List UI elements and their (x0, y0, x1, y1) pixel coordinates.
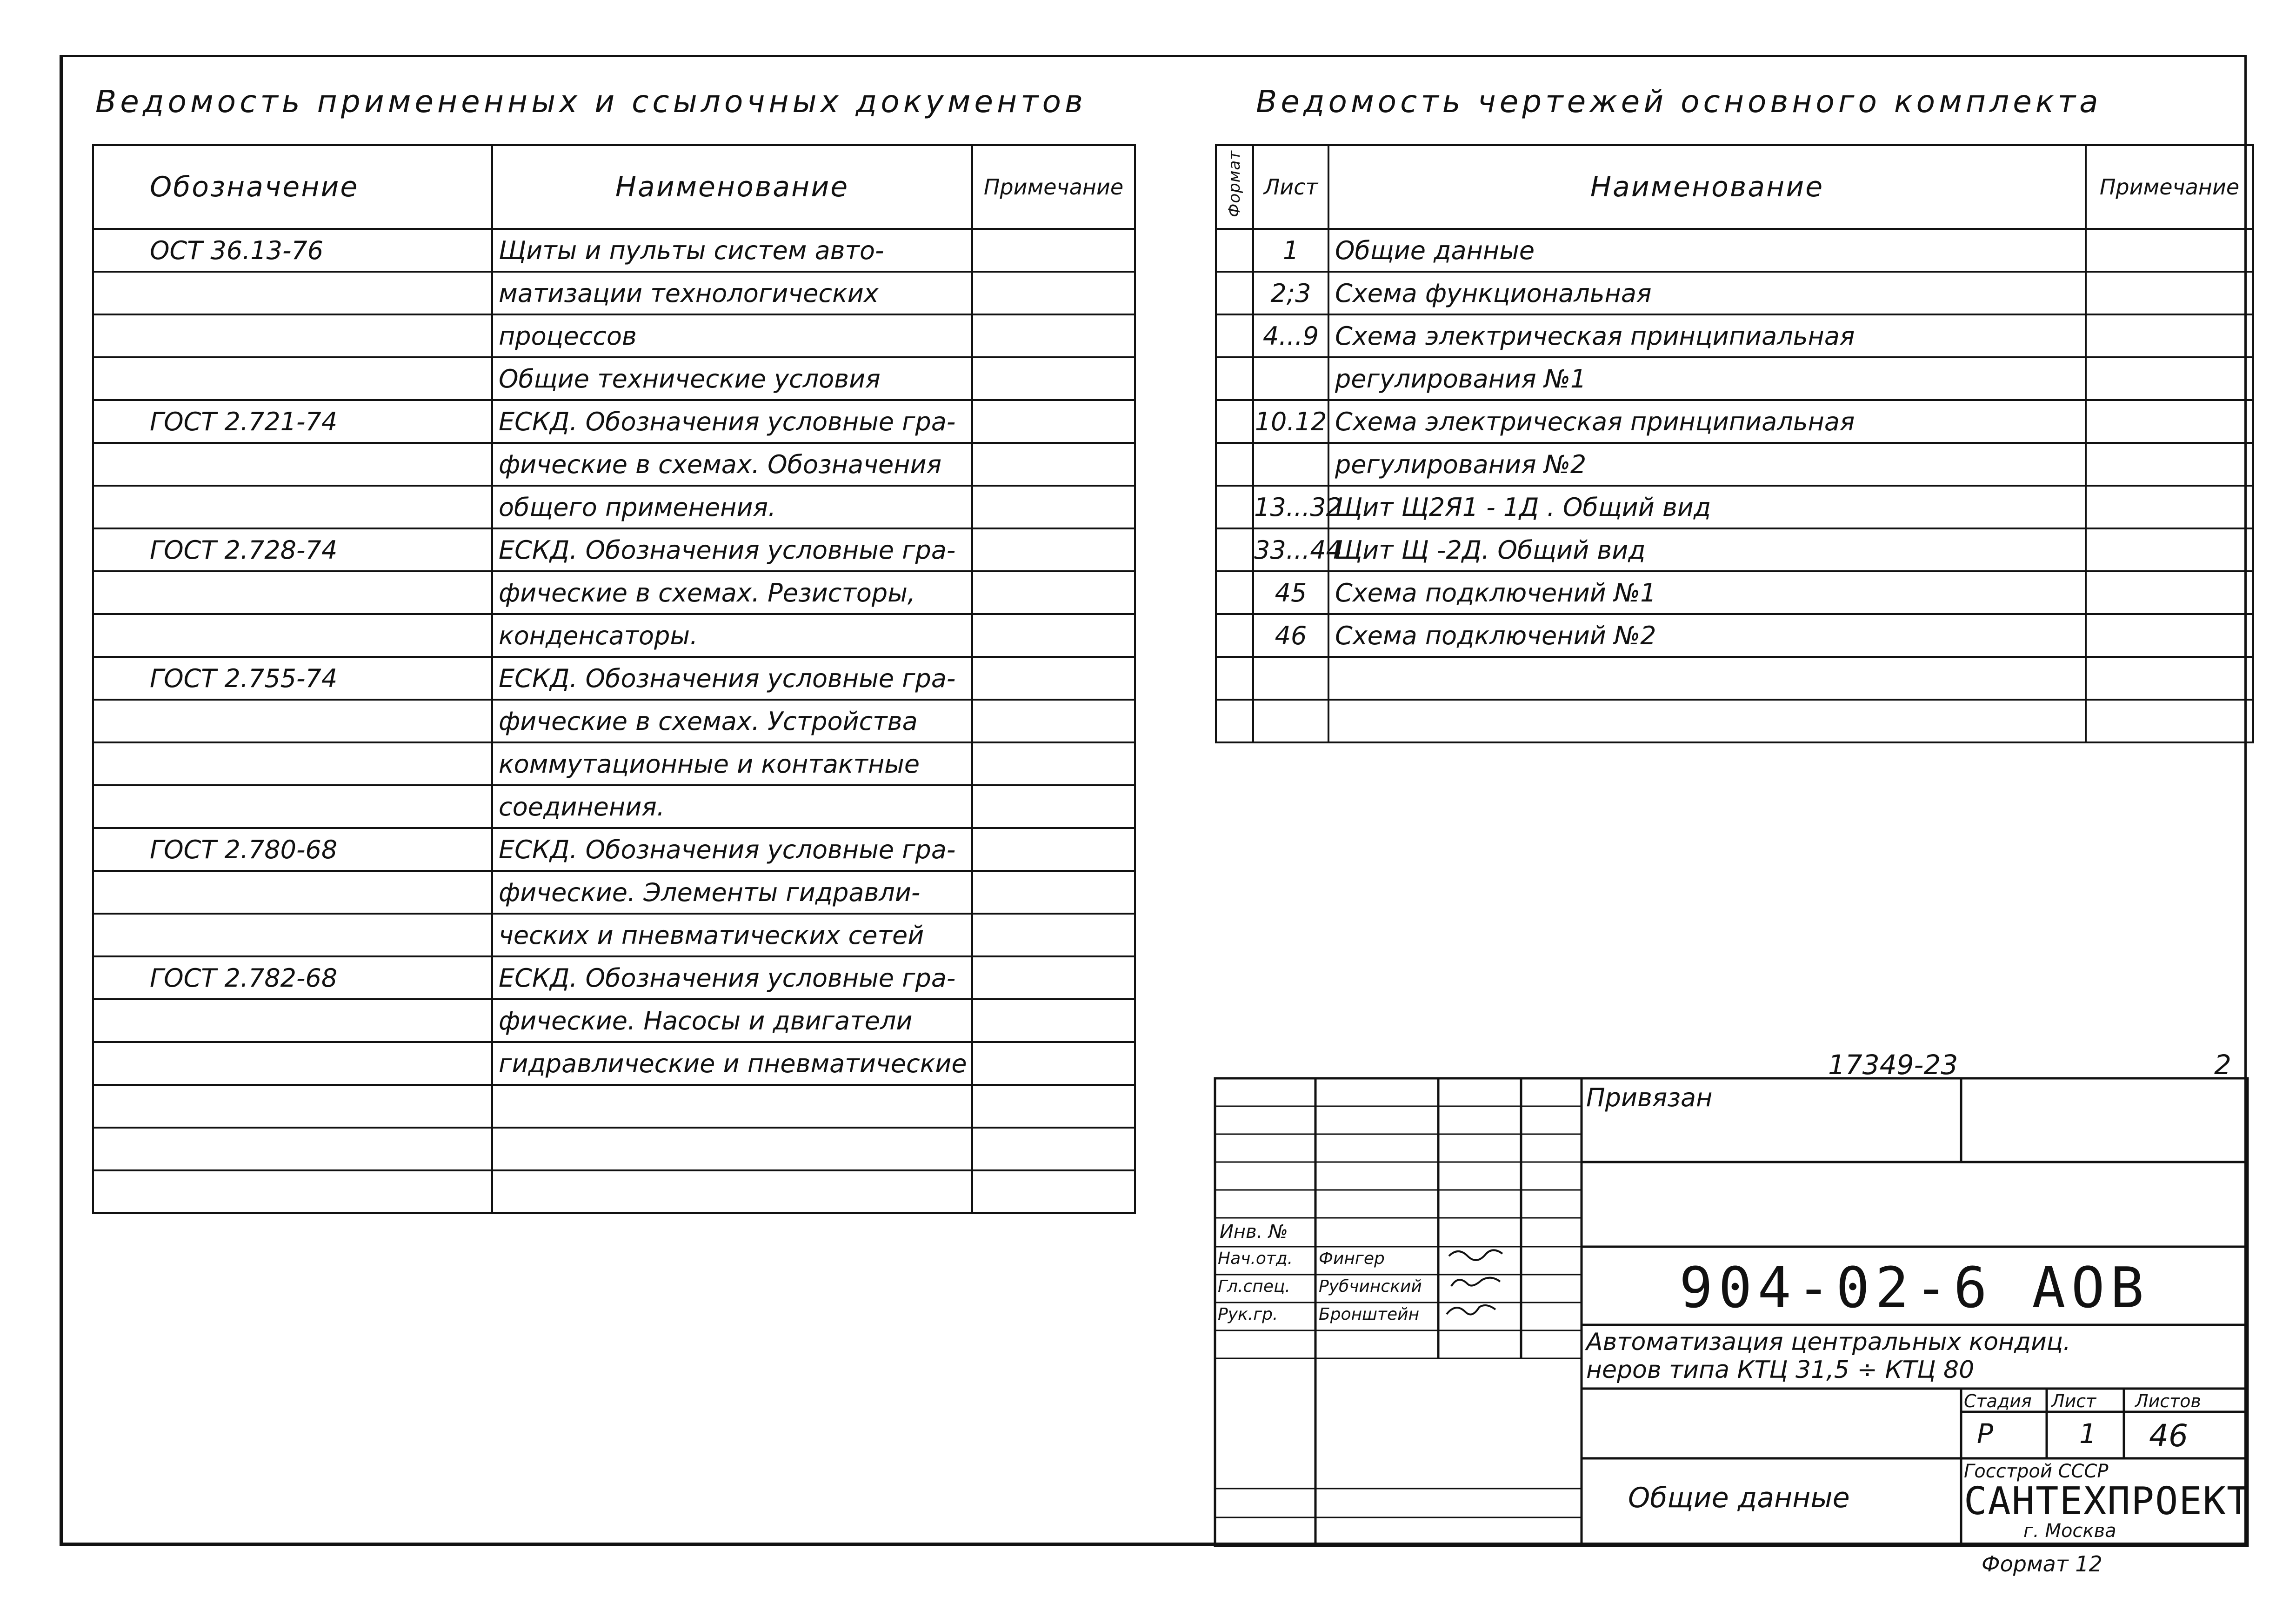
column-header-name: Наименование (1328, 145, 2086, 229)
left-register-title: Ведомость примененных и ссылочных документов (95, 84, 1087, 120)
row-name: ческих и пневматических сетей (492, 914, 972, 956)
signature-name-3: Бронштейн (1319, 1305, 1420, 1324)
signature-name-1: Фингер (1319, 1249, 1385, 1268)
row-name: фические. Элементы гидравли- (492, 871, 972, 914)
sheet-value: 1 (2079, 1418, 2096, 1450)
row-name: ЕСКД. Обозначения условные гра- (492, 528, 972, 571)
column-header-sheet: Лист (1253, 145, 1328, 229)
signature-name-2: Рубчинский (1319, 1277, 1422, 1296)
signature-role-3: Рук.гр. (1218, 1305, 1278, 1324)
column-header-note: Примечание (972, 145, 1135, 229)
stage-value: Р (1977, 1418, 1993, 1450)
page-number: 2 (2214, 1049, 2231, 1081)
row-name: ЕСКД. Обозначения условные гра- (492, 400, 972, 443)
right-register-title: Ведомость чертежей основного комплекта (1256, 84, 2102, 120)
row-name: фические в схемах. Устройства (492, 700, 972, 742)
row-sheet: 33...44 (1253, 528, 1328, 571)
column-header-note: Примечание (2086, 145, 2253, 229)
row-sheet: 4...9 (1253, 314, 1328, 357)
signature-role-2: Гл.спец. (1218, 1277, 1290, 1296)
row-name: общего применения. (492, 486, 972, 528)
row-sheet: 46 (1253, 614, 1328, 657)
project-title-line-2: неров типа КТЦ 31,5 ÷ КТЦ 80 (1586, 1356, 1975, 1384)
row-name: гидравлические и пневматические (492, 1042, 972, 1085)
row-sheet: 1 (1253, 229, 1328, 272)
row-name: Схема подключений №1 (1328, 571, 2086, 614)
row-name: фические в схемах. Обозначения (492, 443, 972, 486)
format-note: Формат 12 (1982, 1551, 2102, 1577)
row-name: регулирования №2 (1328, 443, 2086, 486)
row-name: процессов (492, 314, 972, 357)
row-name: Щиты и пульты систем авто- (492, 229, 972, 272)
inventory-code: 17349-23 (1828, 1049, 1958, 1081)
row-name: фические. Насосы и двигатели (492, 999, 972, 1042)
signature-role-1: Нач.отд. (1218, 1249, 1293, 1268)
row-name: матизации технологических (492, 272, 972, 314)
row-designation: ОСТ 36.13-76 (93, 229, 492, 272)
row-name: Схема функциональная (1328, 272, 2086, 314)
attached-label: Привязан (1586, 1083, 1713, 1112)
signature-marks (1447, 1250, 1502, 1315)
row-designation: ГОСТ 2.782-68 (93, 956, 492, 999)
document-code: 904-02-6 АОВ (1679, 1256, 2149, 1321)
row-name: Схема электрическая принципиальная (1328, 400, 2086, 443)
row-name: Щит Щ2Я1 - 1Д . Общий вид (1328, 486, 2086, 528)
organization-name: САНТЕХПРОЕКТ (1964, 1479, 2251, 1523)
column-header-format: Формат (1216, 145, 1253, 229)
row-name: Общие данные (1328, 229, 2086, 272)
column-header-designation: Обозначение (93, 145, 492, 229)
row-name: Щит Щ -2Д. Общий вид (1328, 528, 2086, 571)
row-name: коммутационные и контактные (492, 742, 972, 785)
row-designation: ГОСТ 2.780-68 (93, 828, 492, 871)
row-name: Схема подключений №2 (1328, 614, 2086, 657)
row-name: ЕСКД. Обозначения условные гра- (492, 657, 972, 700)
stage-label: Стадия (1964, 1391, 2032, 1411)
organization-line-1: Госстрой СССР (1964, 1461, 2109, 1482)
row-sheet: 10.12 (1253, 400, 1328, 443)
row-name: Общие технические условия (492, 357, 972, 400)
organization-city: г. Москва (2023, 1520, 2116, 1542)
inv-no-label: Инв. № (1220, 1221, 1288, 1243)
project-title-line-1: Автоматизация центральных кондиц. (1586, 1328, 2071, 1356)
row-designation: ГОСТ 2.755-74 (93, 657, 492, 700)
column-header-name: Наименование (492, 145, 972, 229)
row-name: регулирования №1 (1328, 357, 2086, 400)
sheet-label: Лист (2051, 1391, 2096, 1411)
row-sheet: 2;3 (1253, 272, 1328, 314)
sheets-total-value: 46 (2149, 1418, 2188, 1454)
row-sheet: 45 (1253, 571, 1328, 614)
row-name: Схема электрическая принципиальная (1328, 314, 2086, 357)
row-name: конденсаторы. (492, 614, 972, 657)
sheets-label: Листов (2135, 1391, 2201, 1411)
row-sheet: 13...32 (1253, 486, 1328, 528)
row-name: соединения. (492, 785, 972, 828)
row-name: ЕСКД. Обозначения условные гра- (492, 956, 972, 999)
row-name: ЕСКД. Обозначения условные гра- (492, 828, 972, 871)
sheet-title: Общие данные (1628, 1482, 1850, 1514)
row-name: фические в схемах. Резисторы, (492, 571, 972, 614)
row-designation: ГОСТ 2.728-74 (93, 528, 492, 571)
row-designation: ГОСТ 2.721-74 (93, 400, 492, 443)
